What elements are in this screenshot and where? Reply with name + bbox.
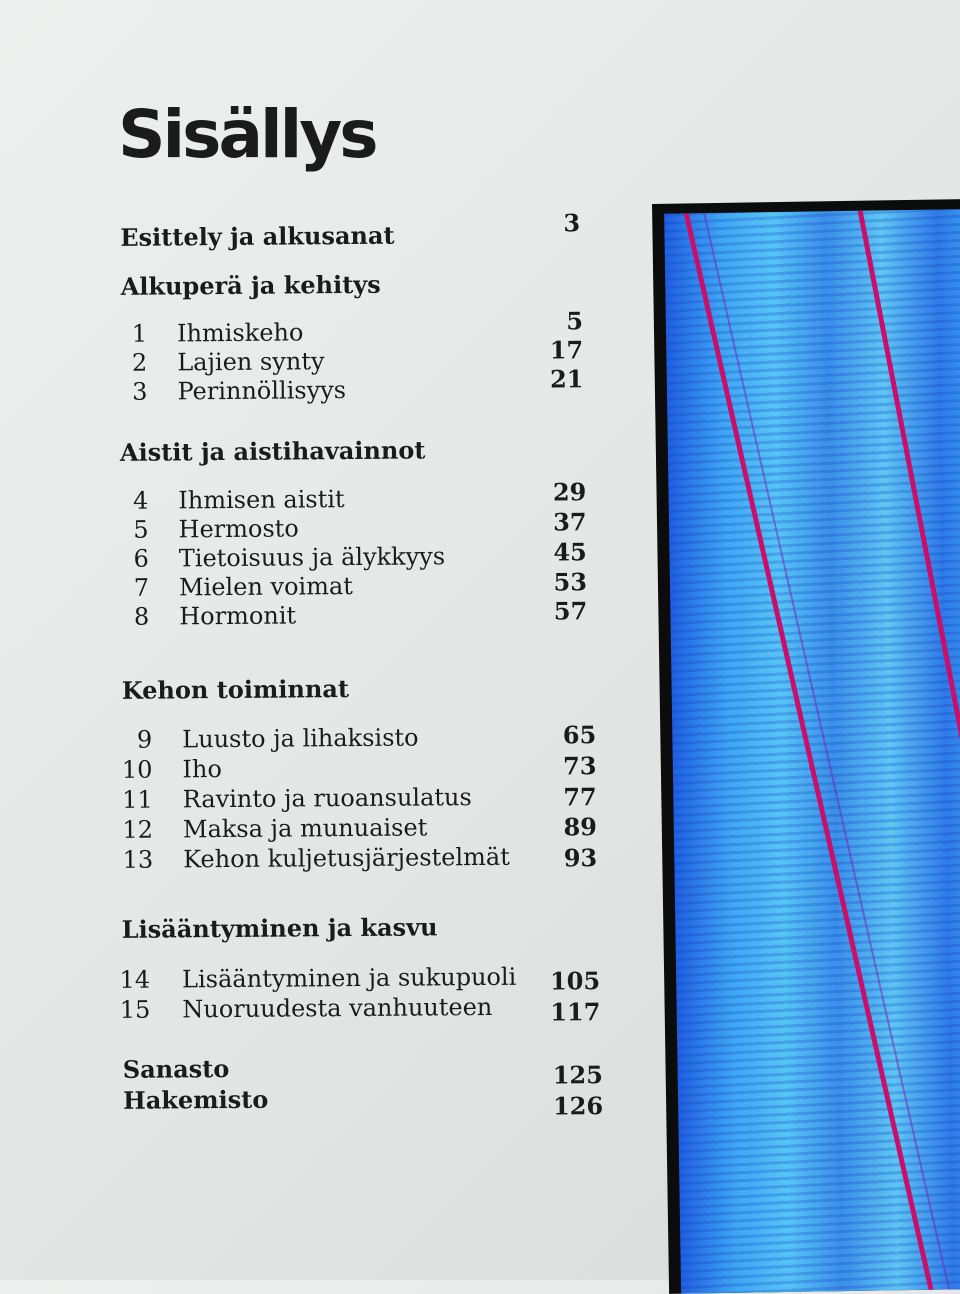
chapter-number: 1: [131, 319, 148, 348]
chapter-page: 73: [562, 751, 597, 781]
chapter-title: Ihmiskeho: [176, 318, 304, 348]
section-heading: Alkuperä ja kehitys: [120, 269, 381, 301]
chapter-number: 12: [122, 815, 154, 844]
chapter-number: 4: [132, 486, 149, 515]
chapter-title: Lajien synty: [177, 347, 325, 377]
chapter-number: 5: [133, 515, 149, 544]
backmatter-page: 126: [552, 1091, 604, 1121]
chapter-number: 15: [119, 995, 151, 1024]
chapter-title: Iho: [182, 755, 222, 784]
chapter-page: 57: [553, 596, 588, 626]
chapter-page: 89: [563, 812, 598, 842]
chapter-number: 7: [133, 573, 150, 602]
stripe: [686, 210, 931, 1293]
chapter-title: Lisääntyminen ja sukupuoli: [182, 962, 517, 994]
chapter-number: 14: [119, 965, 151, 994]
chapter-page: 65: [562, 720, 597, 750]
section-heading: Aistit ja aistihavainnot: [119, 435, 426, 467]
chapter-number: 11: [122, 785, 153, 814]
chapter-number: 9: [136, 725, 153, 754]
chapter-title: Hermosto: [178, 514, 299, 544]
chapter-title: Perinnöllisyys: [177, 376, 347, 406]
chapter-title: Tietoisuus ja älykkyys: [178, 542, 446, 573]
chapter-number: 8: [133, 602, 150, 631]
microscope-photo: [664, 209, 960, 1294]
chapter-number: 13: [122, 845, 154, 874]
backmatter-page: 125: [552, 1060, 603, 1090]
chapter-page: 45: [553, 537, 587, 567]
chapter-title: Hormonit: [179, 601, 297, 631]
page-title: Sisällys: [118, 96, 376, 173]
chapter-page: 21: [549, 364, 584, 394]
chapter-page: 93: [563, 843, 598, 873]
chapter-page: 117: [550, 997, 601, 1027]
chapter-page: 53: [553, 567, 588, 597]
chapter-title: Maksa ja munuaiset: [182, 813, 428, 844]
chapter-number: 6: [133, 544, 149, 573]
chapter-page: 5: [566, 306, 584, 336]
stripe: [860, 209, 960, 911]
chapter-page: 77: [563, 782, 597, 812]
photo-frame: [652, 199, 960, 1294]
chapter-title: Mielen voimat: [178, 572, 353, 602]
intro-label: Esittely ja alkusanat: [120, 220, 395, 252]
chapter-number: 3: [132, 377, 148, 406]
backmatter-label: Sanasto: [122, 1054, 230, 1084]
section-heading: Kehon toiminnat: [121, 674, 350, 705]
chapter-title: Kehon kuljetusjärjestelmät: [183, 842, 510, 874]
chapter-title: Luusto ja lihaksisto: [182, 723, 419, 754]
fiber-stripes: [664, 209, 960, 1294]
chapter-page: 105: [549, 966, 601, 996]
chapter-number: 10: [121, 755, 153, 784]
intro-page: 3: [563, 208, 581, 238]
backmatter-label: Hakemisto: [122, 1084, 269, 1115]
chapter-title: Ravinto ja ruoansulatus: [182, 783, 472, 814]
chapter-page: 29: [552, 477, 587, 507]
chapter-page: 17: [549, 335, 584, 365]
stripe: [704, 210, 949, 1293]
chapter-page: 37: [553, 507, 587, 537]
chapter-number: 2: [131, 348, 148, 377]
section-heading: Lisääntyminen ja kasvu: [121, 912, 438, 944]
chapter-title: Ihmisen aistit: [178, 485, 345, 515]
chapter-title: Nuoruudesta vanhuuteen: [182, 992, 493, 1024]
